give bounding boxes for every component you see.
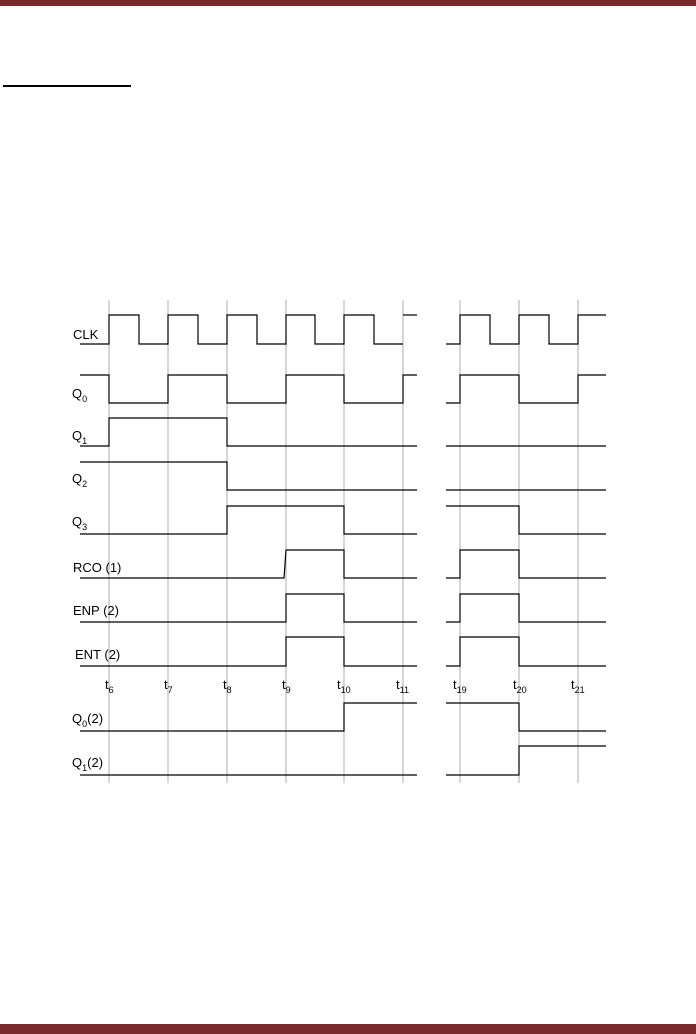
waveform-enp <box>80 594 417 622</box>
signal-label-q1-2: $Q_1(2)$ <box>72 755 104 773</box>
waveform-q3-right <box>446 506 606 534</box>
time-labels <box>105 677 585 695</box>
time-label-t6: $t_6$ <box>105 677 114 695</box>
signal-label-q2: $Q_2$ <box>72 471 88 489</box>
time-label-t8: $t_8$ <box>223 677 232 695</box>
waveform-q3 <box>80 506 417 534</box>
waveform-clk <box>80 315 403 344</box>
time-label-t11: $t_{11}$ <box>396 677 409 695</box>
time-label-t9: $t_9$ <box>282 677 291 695</box>
waveform-q1 <box>80 418 417 446</box>
waveform-ent <box>80 637 417 666</box>
signal-label-q0-2: $Q_0(2)$ <box>72 711 104 729</box>
waveform-q1-2-right <box>446 746 606 775</box>
waveform-ent-right <box>446 637 606 666</box>
waveforms <box>80 315 606 775</box>
waveform-q0-right <box>446 375 606 403</box>
signal-label-q0: $Q_0$ <box>72 386 88 404</box>
time-label-t7: $t_7$ <box>164 677 173 695</box>
waveform-enp-right <box>446 594 606 622</box>
time-label-t20: $t_{20}$ <box>513 677 527 695</box>
footer-bar <box>0 1024 696 1034</box>
time-label-t10: $t_{10}$ <box>337 677 351 695</box>
time-label-t21: $t_{21}$ <box>571 677 585 695</box>
signal-label-clk: CLK <box>73 327 99 342</box>
signal-label-q3: $Q_3$ <box>72 514 88 532</box>
waveform-q2 <box>80 462 417 490</box>
waveform-rco <box>80 550 417 578</box>
time-label-t19: $t_{19}$ <box>453 677 467 695</box>
waveform-clk-right <box>446 315 606 344</box>
signal-label-q1: $Q_1$ <box>72 428 88 446</box>
signal-label-ent: ENT (2) <box>75 647 121 662</box>
waveform-rco-right <box>446 550 606 578</box>
signal-label-rco: RCO (1) <box>73 560 122 575</box>
waveform-q0-2 <box>80 703 417 731</box>
signal-label-enp: ENP (2) <box>73 603 119 618</box>
waveform-q0-2-right <box>446 703 606 731</box>
waveform-q0 <box>80 375 417 403</box>
signal-labels <box>72 327 121 773</box>
